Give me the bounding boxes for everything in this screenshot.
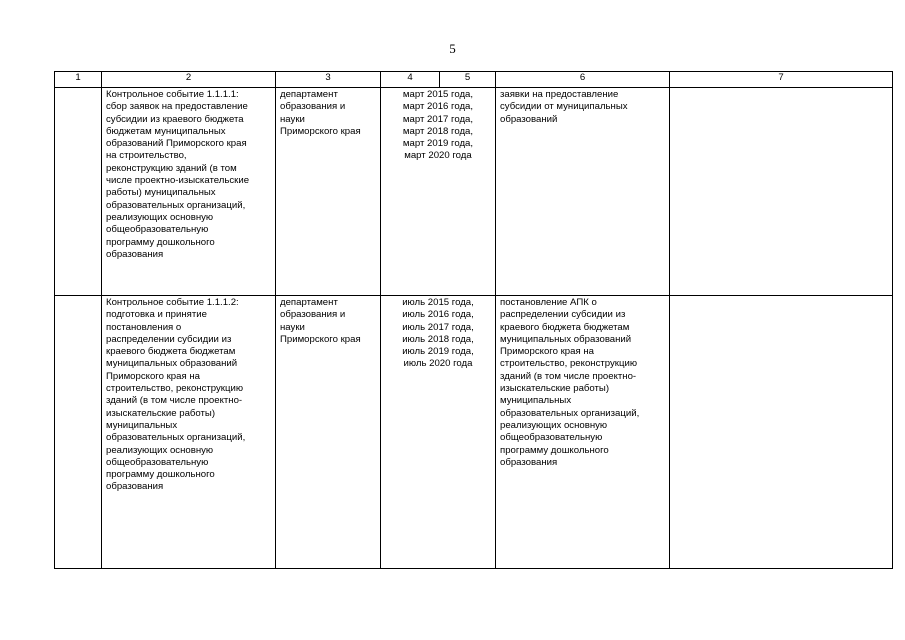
- cell-notes: [670, 88, 893, 296]
- cell-event: Контрольное событие 1.1.1.2: подготовка и принятие постановления о распределении субсидии из краевого бюджета бюджетам муниципальных образований Приморского края на строительство, реконструкцию зданий (в том числе проектно- изыскательские работы) муниципальных образовательных организаций, реализующих основную общеобразовательную программу дошкольного образования: [102, 296, 276, 569]
- cell-number: [55, 88, 102, 296]
- program-events-table: [54, 71, 893, 569]
- table-row: [55, 296, 893, 569]
- cell-notes: [670, 296, 893, 569]
- column-header: 5: [440, 72, 496, 88]
- column-header: 6: [496, 72, 670, 88]
- cell-result: заявки на предоставление субсидии от муниципальных образований: [496, 88, 670, 296]
- cell-event: Контрольное событие 1.1.1.1: сбор заявок на предоставление субсидии из краевого бюджета бюджетам муниципальных образований Приморского края на строительство, реконструкцию зданий (в том числе проектно-изыскательские работы) муниципальных образовательных организаций, реализующих основную общеобразовательную программу дошкольного образования: [102, 88, 276, 296]
- column-header: 7: [670, 72, 893, 88]
- cell-responsible: департамент образования и науки Приморского края: [276, 88, 381, 296]
- cell-number: [55, 296, 102, 569]
- cell-responsible: департамент образования и науки Приморского края: [276, 296, 381, 569]
- table-header-row: [55, 72, 893, 88]
- cell-dates: март 2015 года, март 2016 года, март 2017 года, март 2018 года, март 2019 года, март 2020 года: [381, 88, 496, 296]
- column-header: 3: [276, 72, 381, 88]
- column-header: 1: [55, 72, 102, 88]
- page-number: 5: [449, 41, 456, 56]
- column-header: 2: [102, 72, 276, 88]
- table-row: [55, 88, 893, 296]
- cell-dates: июль 2015 года, июль 2016 года, июль 2017 года, июль 2018 года, июль 2019 года, июль 2020 года: [381, 296, 496, 569]
- cell-result: постановление АПК о распределении субсидии из краевого бюджета бюджетам муниципальных образований Приморского края на строительство, реконструкцию зданий (в том числе проектно- изыскательские работы) муниципальных образовательных организаций, реализующих основную общеобразовательную программу дошкольного образования: [496, 296, 670, 569]
- column-header: 4: [381, 72, 440, 88]
